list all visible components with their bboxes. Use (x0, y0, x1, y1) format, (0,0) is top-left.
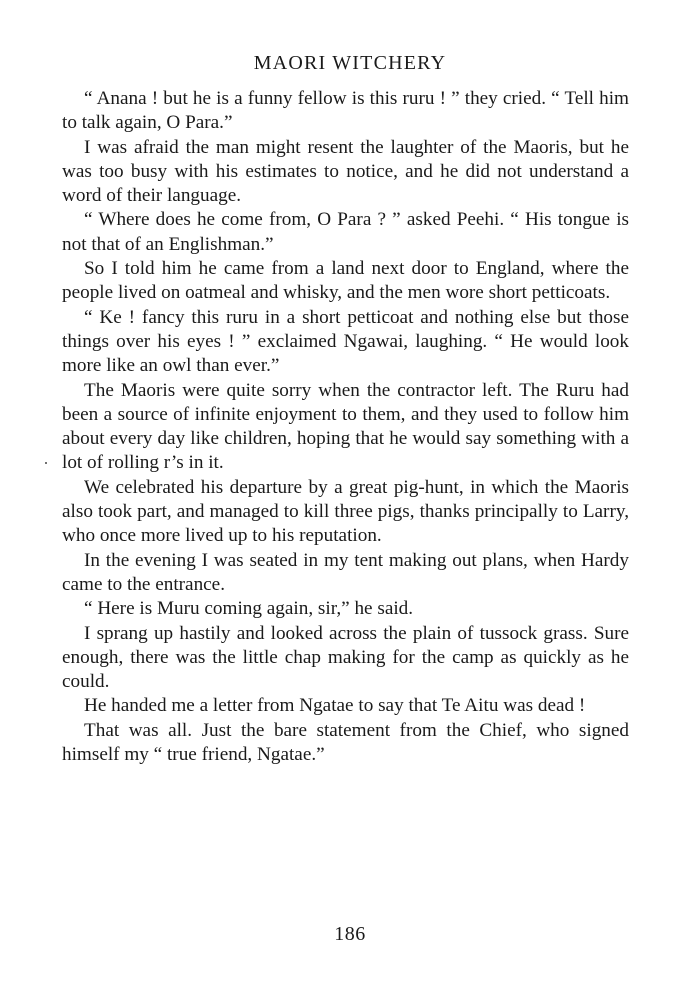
paragraph: “ Here is Muru coming again, sir,” he said. (84, 598, 414, 620)
paragraph: “ Where does he come from, O Para ? ” asked Peehi. “ His tongue is not that of an Englishman.” (62, 209, 629, 255)
paragraph: I was afraid the man might resent the laughter of the Maoris, but he was too busy with his estimates to notice, and he did not understand a word of their language. (62, 136, 629, 207)
paragraph: “ Anana ! but he is a funny fellow is this ruru ! ” they cried. “ Tell him to talk again, O Para.” (62, 88, 629, 134)
scan-speck (45, 462, 47, 464)
running-title: MAORI WITCHERY (253, 52, 447, 74)
paragraph: “ Ke ! fancy this ruru in a short petticoat and nothing else but those things over his eyes ! ” exclaimed Ngawai, laughing. “ He would look more like an owl than ever.” (62, 306, 629, 377)
paragraph: I sprang up hastily and looked across the plain of tussock grass. Sure enough, there was the little chap making for the camp as quickly as he could. (62, 622, 629, 693)
page-number: 186 (334, 923, 366, 945)
paragraph: The Maoris were quite sorry when the contractor left. The Ruru had been a source of infinite enjoyment to them, and they used to follow him about every day like children, hoping that he would say something with a lot of rolling r’s in it. (62, 379, 629, 474)
body-text (62, 87, 629, 767)
paragraph: He handed me a letter from Ngatae to say that Te Aitu was dead ! (84, 695, 586, 717)
paragraph: In the evening I was seated in my tent making out plans, when Hardy came to the entrance. (62, 549, 629, 595)
paragraph: We celebrated his departure by a great pig-hunt, in which the Maoris also took part, and managed to kill three pigs, thanks principally to Larry, who once more lived up to his reputation. (62, 476, 629, 547)
paragraph: So I told him he came from a land next door to England, where the people lived on oatmeal and whisky, and the men wore short petticoats. (62, 258, 629, 304)
paragraph: That was all. Just the bare statement from the Chief, who signed himself my “ true friend, Ngatae.” (62, 719, 629, 766)
